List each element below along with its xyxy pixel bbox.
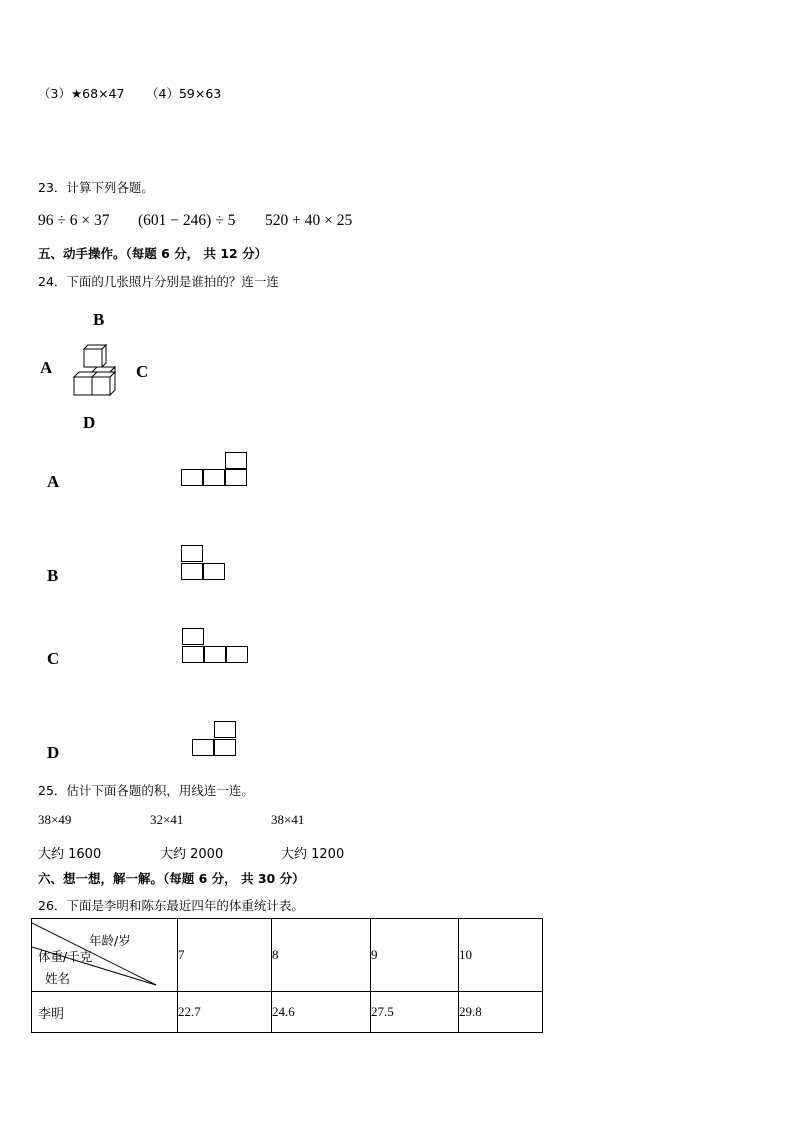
q23-expr-3: 520 + 40 × 25 — [265, 212, 353, 229]
q25-title: 25．估计下面各题的积，用线连一连。 — [38, 783, 254, 798]
square — [181, 563, 203, 580]
square — [225, 452, 247, 469]
q23-expr-2: (601 − 246) ÷ 5 — [138, 212, 236, 229]
square — [204, 646, 226, 663]
value-cell: 24.6 — [272, 992, 371, 1033]
square — [192, 739, 214, 756]
section-5-heading: 五、动手操作。（每题 6 分， 共 12 分） — [38, 246, 268, 261]
cube-stack-figure — [70, 344, 122, 400]
header-age-label: 年龄/岁 — [89, 933, 131, 948]
age-cell: 8 — [272, 919, 371, 992]
square — [214, 739, 236, 756]
weight-table — [31, 918, 543, 1033]
q25-expr-3: 38×41 — [271, 812, 305, 827]
q26-title: 26．下面是李明和陈东最近四年的体重统计表。 — [38, 898, 304, 913]
square — [182, 628, 204, 645]
q25-answer-2: 大约 2000 — [160, 847, 224, 862]
square — [203, 563, 225, 580]
q23-expr-1: 96 ÷ 6 × 37 — [38, 212, 110, 229]
header-diagonal-cell — [32, 919, 178, 992]
age-cell: 10 — [459, 919, 543, 992]
section-6-heading: 六、想一想，解一解。（每题 6 分， 共 30 分） — [38, 871, 305, 886]
square — [226, 646, 248, 663]
q25-expr-2: 32×41 — [150, 812, 184, 827]
q22-part4: （4）59×63 — [146, 86, 222, 101]
q24-title: 24．下面的几张照片分别是谁拍的？连一连 — [38, 274, 279, 289]
square — [181, 545, 203, 562]
option-label-b: B — [47, 566, 59, 585]
q25-answer-1: 大约 1600 — [38, 847, 102, 862]
square — [203, 469, 225, 486]
view-label-b: B — [93, 310, 105, 329]
q23-title: 23．计算下列各题。 — [38, 180, 154, 195]
option-label-d: D — [47, 743, 60, 762]
value-cell: 29.8 — [459, 992, 543, 1033]
view-label-a: A — [40, 358, 53, 377]
square — [225, 469, 247, 486]
row-name-cell: 李明 — [32, 992, 178, 1033]
view-label-c: C — [136, 362, 149, 381]
header-name-label: 姓名 — [45, 971, 71, 986]
option-label-c: C — [47, 649, 60, 668]
value-cell: 22.7 — [178, 992, 272, 1033]
table-row — [32, 992, 543, 1033]
age-cell: 9 — [371, 919, 459, 992]
option-label-a: A — [47, 472, 60, 491]
square — [181, 469, 203, 486]
table-header-row — [32, 919, 543, 992]
square — [182, 646, 204, 663]
square — [214, 721, 236, 738]
view-label-d: D — [83, 413, 96, 432]
header-weight-label: 体重/千克 — [38, 949, 93, 964]
q25-expr-1: 38×49 — [38, 812, 72, 827]
value-cell: 27.5 — [371, 992, 459, 1033]
q25-answer-3: 大约 1200 — [281, 847, 345, 862]
q22-part3: （3）★68×47 — [38, 86, 125, 101]
age-cell: 7 — [178, 919, 272, 992]
